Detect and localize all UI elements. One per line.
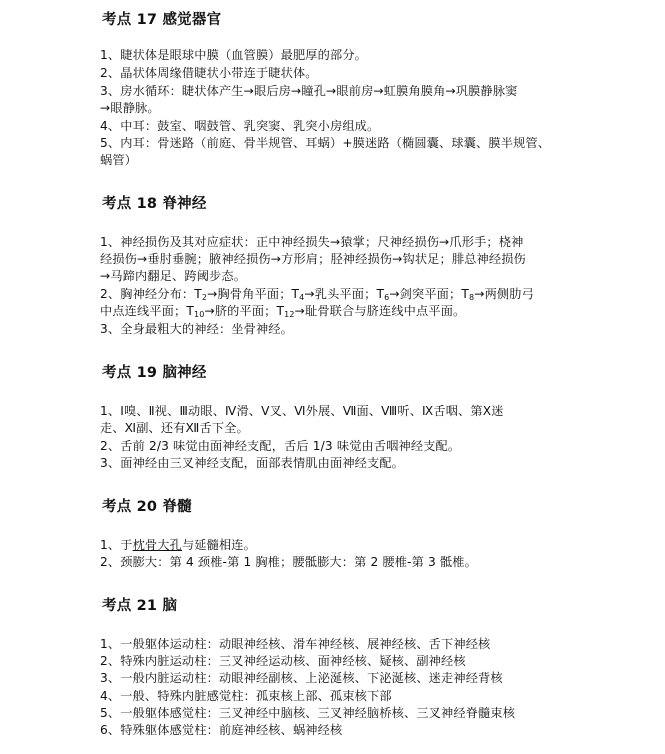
section-18-heading: 考点 18 脊神经 xyxy=(102,196,207,212)
t2-subscript: 2 xyxy=(201,293,208,302)
section-17-line-1: 1、睫状体是眼球中膜（血管膜）最肥厚的部分。 xyxy=(100,48,367,62)
foramen-magnum-underlined: 枕骨大孔 xyxy=(132,538,182,552)
section-20-heading: 考点 20 脊髓 xyxy=(102,499,192,515)
t12-subscript: 12 xyxy=(284,310,295,319)
t10-label: T xyxy=(186,304,194,318)
t6-text: →剑突平面； xyxy=(389,287,462,301)
section-21-line-2: 2、特殊内脏运动柱：三叉神经运动核、面神经核、疑核、副神经核 xyxy=(100,654,466,668)
spinal-line-pre: 1、于 xyxy=(100,538,133,552)
t6-subscript: 6 xyxy=(384,293,390,302)
section-21-line-1: 1、一般躯体运动柱：动眼神经核、滑车神经核、展神经核、舌下神经核 xyxy=(100,637,491,651)
thoracic-intro: 2、胸神经分布： xyxy=(100,287,195,301)
t6-label: T xyxy=(376,287,385,301)
section-18-line-1: 1、神经损伤及其对应症状：正中神经损失→猿掌；尺神经损伤→爪形手；桡神 xyxy=(100,235,524,249)
t10-subscript: 10 xyxy=(193,310,205,319)
t2-text: →胸骨角平面； xyxy=(207,287,292,301)
section-17-line-3-cont: →眼静脉。 xyxy=(100,101,160,115)
section-19-line-2: 2、舌前 2/3 味觉由面神经支配，舌后 1/3 味觉由舌咽神经支配。 xyxy=(100,439,461,453)
t4-text: →乳头平面； xyxy=(304,287,377,301)
section-21-heading: 考点 21 脑 xyxy=(102,598,178,614)
section-19-line-1-cont: 走、Ⅺ副、还有Ⅻ舌下全。 xyxy=(100,421,249,435)
section-20-line-2: 2、颈膨大：第 4 颈椎-第 1 胸椎；腰骶膨大：第 2 腰椎-第 3 骶椎。 xyxy=(100,555,477,569)
section-18-line-1-cont-b: →马蹄内翻足、跨阈步态。 xyxy=(100,269,247,283)
section-17-heading: 考点 17 感觉器官 xyxy=(102,12,222,28)
section-17-line-5-cont: 蜗管） xyxy=(100,153,138,167)
t12-label: T xyxy=(276,304,285,318)
t4-subscript: 4 xyxy=(299,293,305,302)
section-17-line-3: 3、房水循环：睫状体产生→眼后房→瞳孔→眼前房→虹膜角膜角→巩膜静脉窦 xyxy=(100,84,518,98)
spinal-line-post: 与延髓相连。 xyxy=(181,538,256,552)
section-18-line-3: 3、全身最粗大的神经：坐骨神经。 xyxy=(100,322,293,336)
section-20-line-1 xyxy=(100,537,256,554)
section-19-line-3: 3、面神经由三叉神经支配，面部表情肌由面神经支配。 xyxy=(100,456,405,470)
t8-label: T xyxy=(461,287,469,301)
section-18-line-2 xyxy=(100,286,534,303)
t4-label: T xyxy=(291,287,300,301)
t10-text: →脐的平面； xyxy=(204,304,277,318)
section-17-line-5: 5、内耳：骨迷路（前庭、骨半规管、耳蜗）+膜迷路（椭圆囊、球囊、膜半规管、 xyxy=(100,136,551,150)
section-21-line-6: 6、特殊躯体感觉柱：前庭神经核、蜗神经核 xyxy=(100,723,343,737)
section-18-line-1-cont-a: 经损伤→垂肘垂腕；腋神经损伤→方形肩；胫神经损伤→钩状足；腓总神经损伤 xyxy=(100,252,526,266)
section-21-line-5: 5、一般躯体感觉柱：三叉神经中脑核、三叉神经脑桥核、三叉神经脊髓束核 xyxy=(100,706,516,720)
thoracic-cont-start: 中点连线平面； xyxy=(100,304,187,318)
section-17-line-2: 2、晶状体周缘借睫状小带连于睫状体。 xyxy=(100,66,318,80)
t8-subscript: 8 xyxy=(468,293,475,302)
section-17-line-4: 4、中耳：鼓室、咽鼓管、乳突窦、乳突小房组成。 xyxy=(100,119,380,133)
section-21-line-4: 4、一般、特殊内脏感觉柱：孤束核上部、孤束核下部 xyxy=(100,689,392,703)
t2-label: T xyxy=(194,287,202,301)
section-21-line-3: 3、一般内脏运动柱：动眼神经副核、上泌涎核、下泌涎核、迷走神经背核 xyxy=(100,671,503,685)
t8-text: →两侧肋弓 xyxy=(474,287,534,301)
section-19-heading: 考点 19 脑神经 xyxy=(102,365,207,381)
section-18-line-2-cont xyxy=(100,303,465,320)
section-19-line-1: 1、Ⅰ嗅、Ⅱ视、Ⅲ动眼、Ⅳ滑、Ⅴ叉、Ⅵ外展、Ⅶ面、Ⅷ听、Ⅸ舌咽、第Ⅹ迷 xyxy=(100,404,504,418)
t12-text: →耻骨联合与脐连线中点平面。 xyxy=(294,304,466,318)
